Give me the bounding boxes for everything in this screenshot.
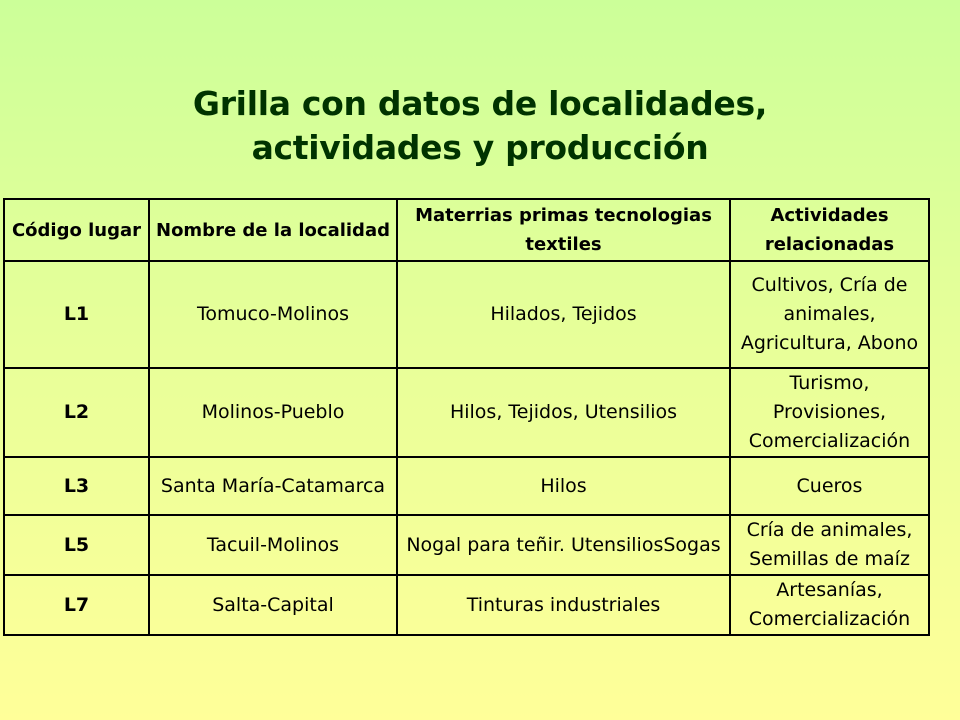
cell-actividades: Turismo, Provisiones, Comercialización: [730, 368, 929, 457]
cell-nombre: Santa María-Catamarca: [149, 457, 397, 515]
cell-materias: Nogal para teñir. UtensiliosSogas: [397, 515, 730, 575]
header-materias-primas: Materrias primas tecnologias textiles: [397, 199, 730, 261]
header-actividades: Actividades relacionadas: [730, 199, 929, 261]
cell-nombre: Tomuco-Molinos: [149, 261, 397, 368]
cell-nombre: Tacuil-Molinos: [149, 515, 397, 575]
cell-nombre: Molinos-Pueblo: [149, 368, 397, 457]
table-row: [4, 368, 929, 457]
cell-actividades: Artesanías, Comercialización: [730, 575, 929, 635]
localidades-table: [3, 198, 930, 636]
table-header-row: [4, 199, 929, 261]
page-title: [0, 82, 960, 170]
cell-codigo: L1: [4, 261, 149, 368]
cell-materias: Hilados, Tejidos: [397, 261, 730, 368]
header-nombre-localidad: Nombre de la localidad: [149, 199, 397, 261]
page-title-line-2: actividades y producción: [251, 128, 709, 167]
cell-codigo: L7: [4, 575, 149, 635]
cell-materias: Tinturas industriales: [397, 575, 730, 635]
cell-codigo: L3: [4, 457, 149, 515]
table-row: [4, 261, 929, 368]
cell-materias: Hilos, Tejidos, Utensilios: [397, 368, 730, 457]
page-title-line-1: Grilla con datos de localidades,: [192, 84, 768, 123]
cell-actividades: Cría de animales, Semillas de maíz: [730, 515, 929, 575]
cell-actividades: Cueros: [730, 457, 929, 515]
header-codigo-lugar: Código lugar: [4, 199, 149, 261]
cell-nombre: Salta-Capital: [149, 575, 397, 635]
cell-materias: Hilos: [397, 457, 730, 515]
table-row: [4, 515, 929, 575]
cell-actividades: Cultivos, Cría de animales, Agricultura, Abono: [730, 261, 929, 368]
table-row: [4, 575, 929, 635]
cell-codigo: L5: [4, 515, 149, 575]
table-row: [4, 457, 929, 515]
cell-codigo: L2: [4, 368, 149, 457]
